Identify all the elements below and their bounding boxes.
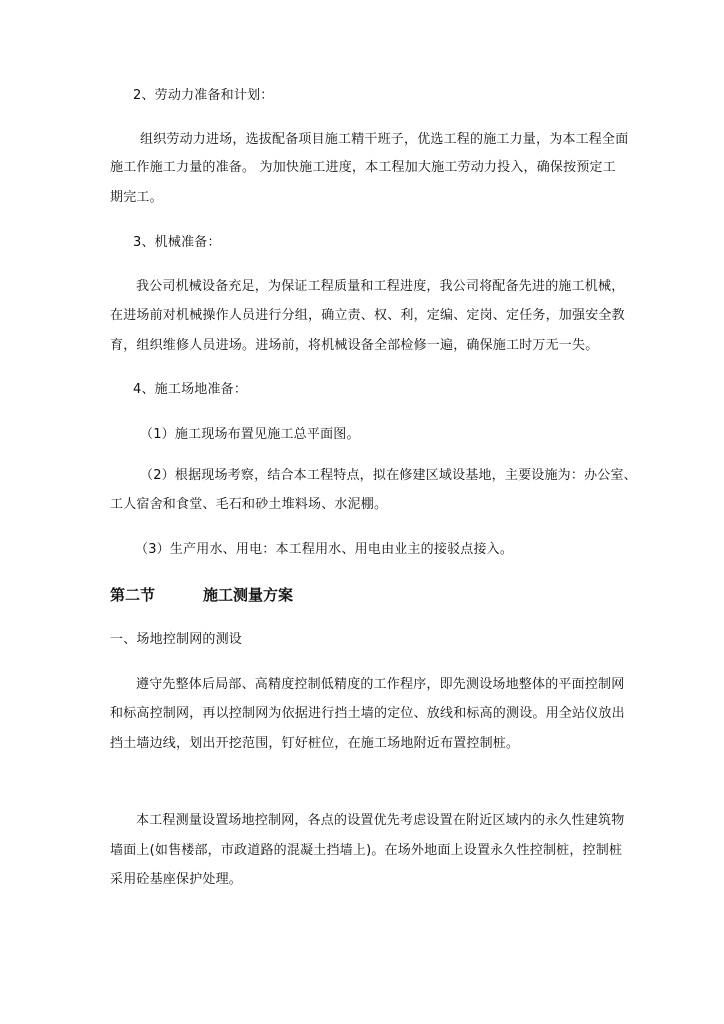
heading-machine: 3、机械准备： [133, 235, 221, 250]
control-line-1: 遵守先整体后局部、高精度控制低精度的工作程序，即先测设场地整体的平面控制网 [136, 677, 625, 692]
labor-line-3: 期完工。 [110, 190, 163, 205]
machine-line-3: 育，组织维修人员进场。进场前，将机械设备全部检修一遍，确保施工时万无一失。 [110, 338, 599, 353]
subheading-control: 一、场地控制网的测设 [110, 632, 243, 647]
machine-line-1: 我公司机械设备充足，为保证工程质量和工程进度，我公司将配备先进的施工机械， [136, 279, 625, 294]
heading-site: 4、施工场地准备： [133, 382, 248, 397]
labor-line-2: 施工作施工力量的准备。 为加快施工进度，本工程加大施工劳动力投入，确保按预定工 [110, 160, 616, 175]
heading-labor: 2、劳动力准备和计划： [133, 88, 274, 103]
survey-line-1: 本工程测量设置场地控制网，各点的设置优先考虑设置在附近区域内的永久性建筑物 [136, 813, 625, 828]
site-item-3: （3）生产用水、用电：本工程用水、用电由业主的接驳点接入。 [135, 542, 514, 557]
control-line-2: 和标高控制网，再以控制网为依据进行挡土墙的定位、放线和标高的测设。用全站仪放出 [110, 706, 625, 721]
site-item-2-line-2: 工人宿舍和食堂、毛石和砂土堆料场、水泥棚。 [110, 497, 388, 512]
survey-line-3: 采用砼基座保护处理。 [110, 872, 243, 887]
machine-line-2: 在进场前对机械操作人员进行分组，确立责、权、利，定编、定岗、定任务，加强安全教 [110, 308, 625, 323]
section-heading [110, 586, 293, 604]
control-line-3: 挡土墙边线，划出开挖范围，钉好桩位，在施工场地附近布置控制桩。 [110, 736, 520, 751]
section-number: 第二节 [110, 586, 156, 604]
section-title: 施工测量方案 [203, 586, 294, 604]
site-item-1: （1）施工现场布置见施工总平面图。 [140, 427, 360, 442]
labor-line-1: 组织劳动力进场，选拔配备项目施工精干班子，优选工程的施工力量，为本工程全面 [140, 132, 629, 147]
site-item-2-line-1: （2）根据现场考察，结合本工程特点，拟在修建区域设基地，主要设施为：办公室、 [140, 468, 637, 483]
survey-line-2: 墙面上(如售楼部，市政道路的混凝土挡墙上)。在场外地面上设置永久性控制桩，控制桩 [110, 843, 623, 858]
